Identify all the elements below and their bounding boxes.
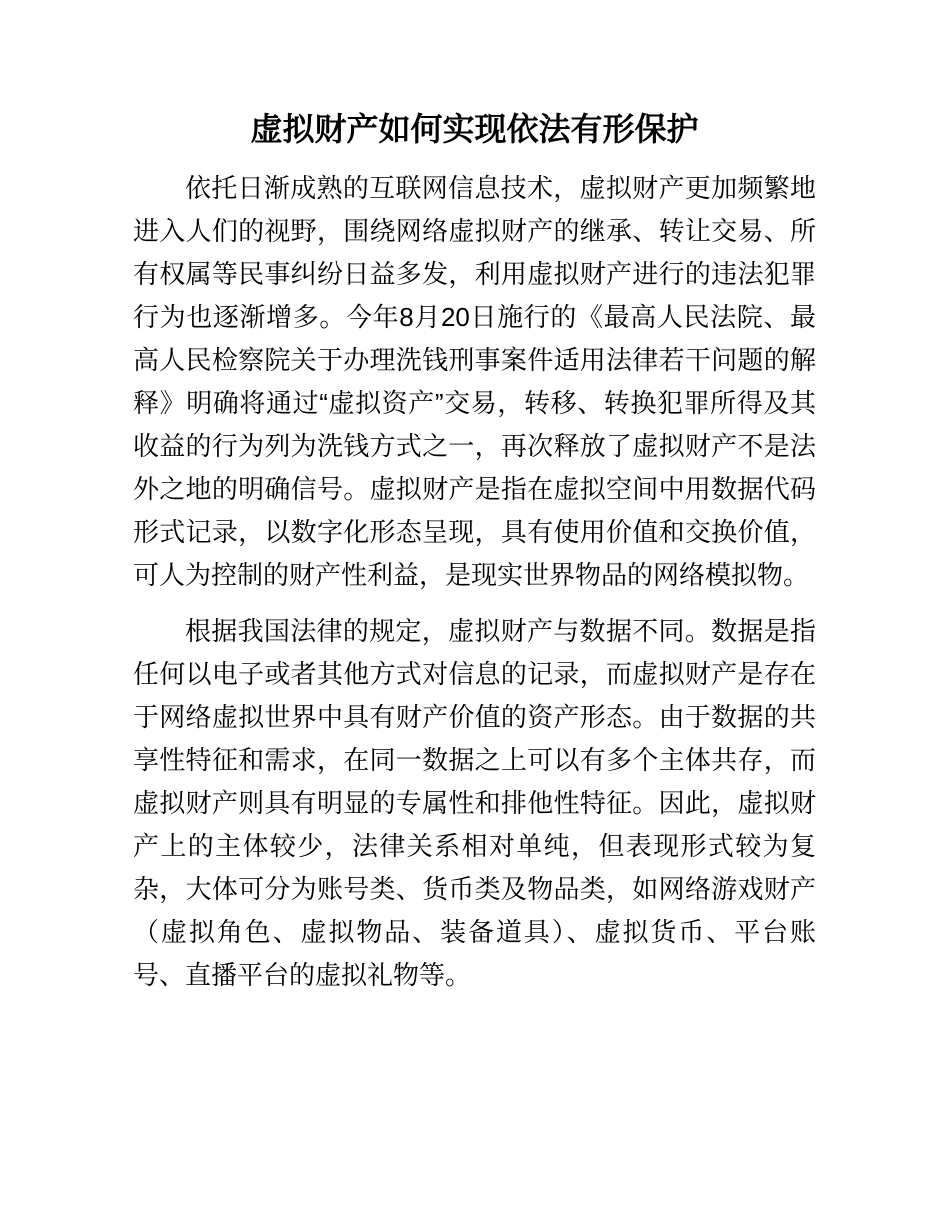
document-body (133, 167, 816, 997)
document-title: 虚拟财产如何实现依法有形保护 (250, 111, 699, 147)
paragraph-2: 根据我国法律的规定，虚拟财产与数据不同。数据是指任何以电子或者其他方式对信息的记录，而虚拟财产是存在于网络虚拟世界中具有财产价值的资产形态。由于数据的共享性特征和需求，在同一数据之上可以有多个主体共存，而虚拟财产则具有明显的专属性和排他性特征。因此，虚拟财产上的主体较少，法律关系相对单纯，但表现形式较为复杂，大体可分为账号类、货币类及物品类，如网络游戏财产（虚拟角色、虚拟物品、装备道具）、虚拟货币、平台账号、直播平台的虚拟礼物等。 (133, 616, 816, 990)
paragraph-1: 依托日渐成熟的互联网信息技术，虚拟财产更加频繁地进入人们的视野，围绕网络虚拟财产的继承、转让交易、所有权属等民事纠纷日益多发，利用虚拟财产进行的违法犯罪行为也逐渐增多。今年8月20日施行的《最高人民法院、最高人民检察院关于办理洗钱刑事案件适用法律若干问题的解释》明确将通过“虚拟资产”交易，转移、转换犯罪所得及其收益的行为列为洗钱方式之一，再次释放了虚拟财产不是法外之地的明确信号。虚拟财产是指在虚拟空间中用数据代码形式记录，以数字化形态呈现，具有使用价值和交换价值，可人为控制的财产性利益，是现实世界物品的网络模拟物。 (133, 173, 816, 590)
